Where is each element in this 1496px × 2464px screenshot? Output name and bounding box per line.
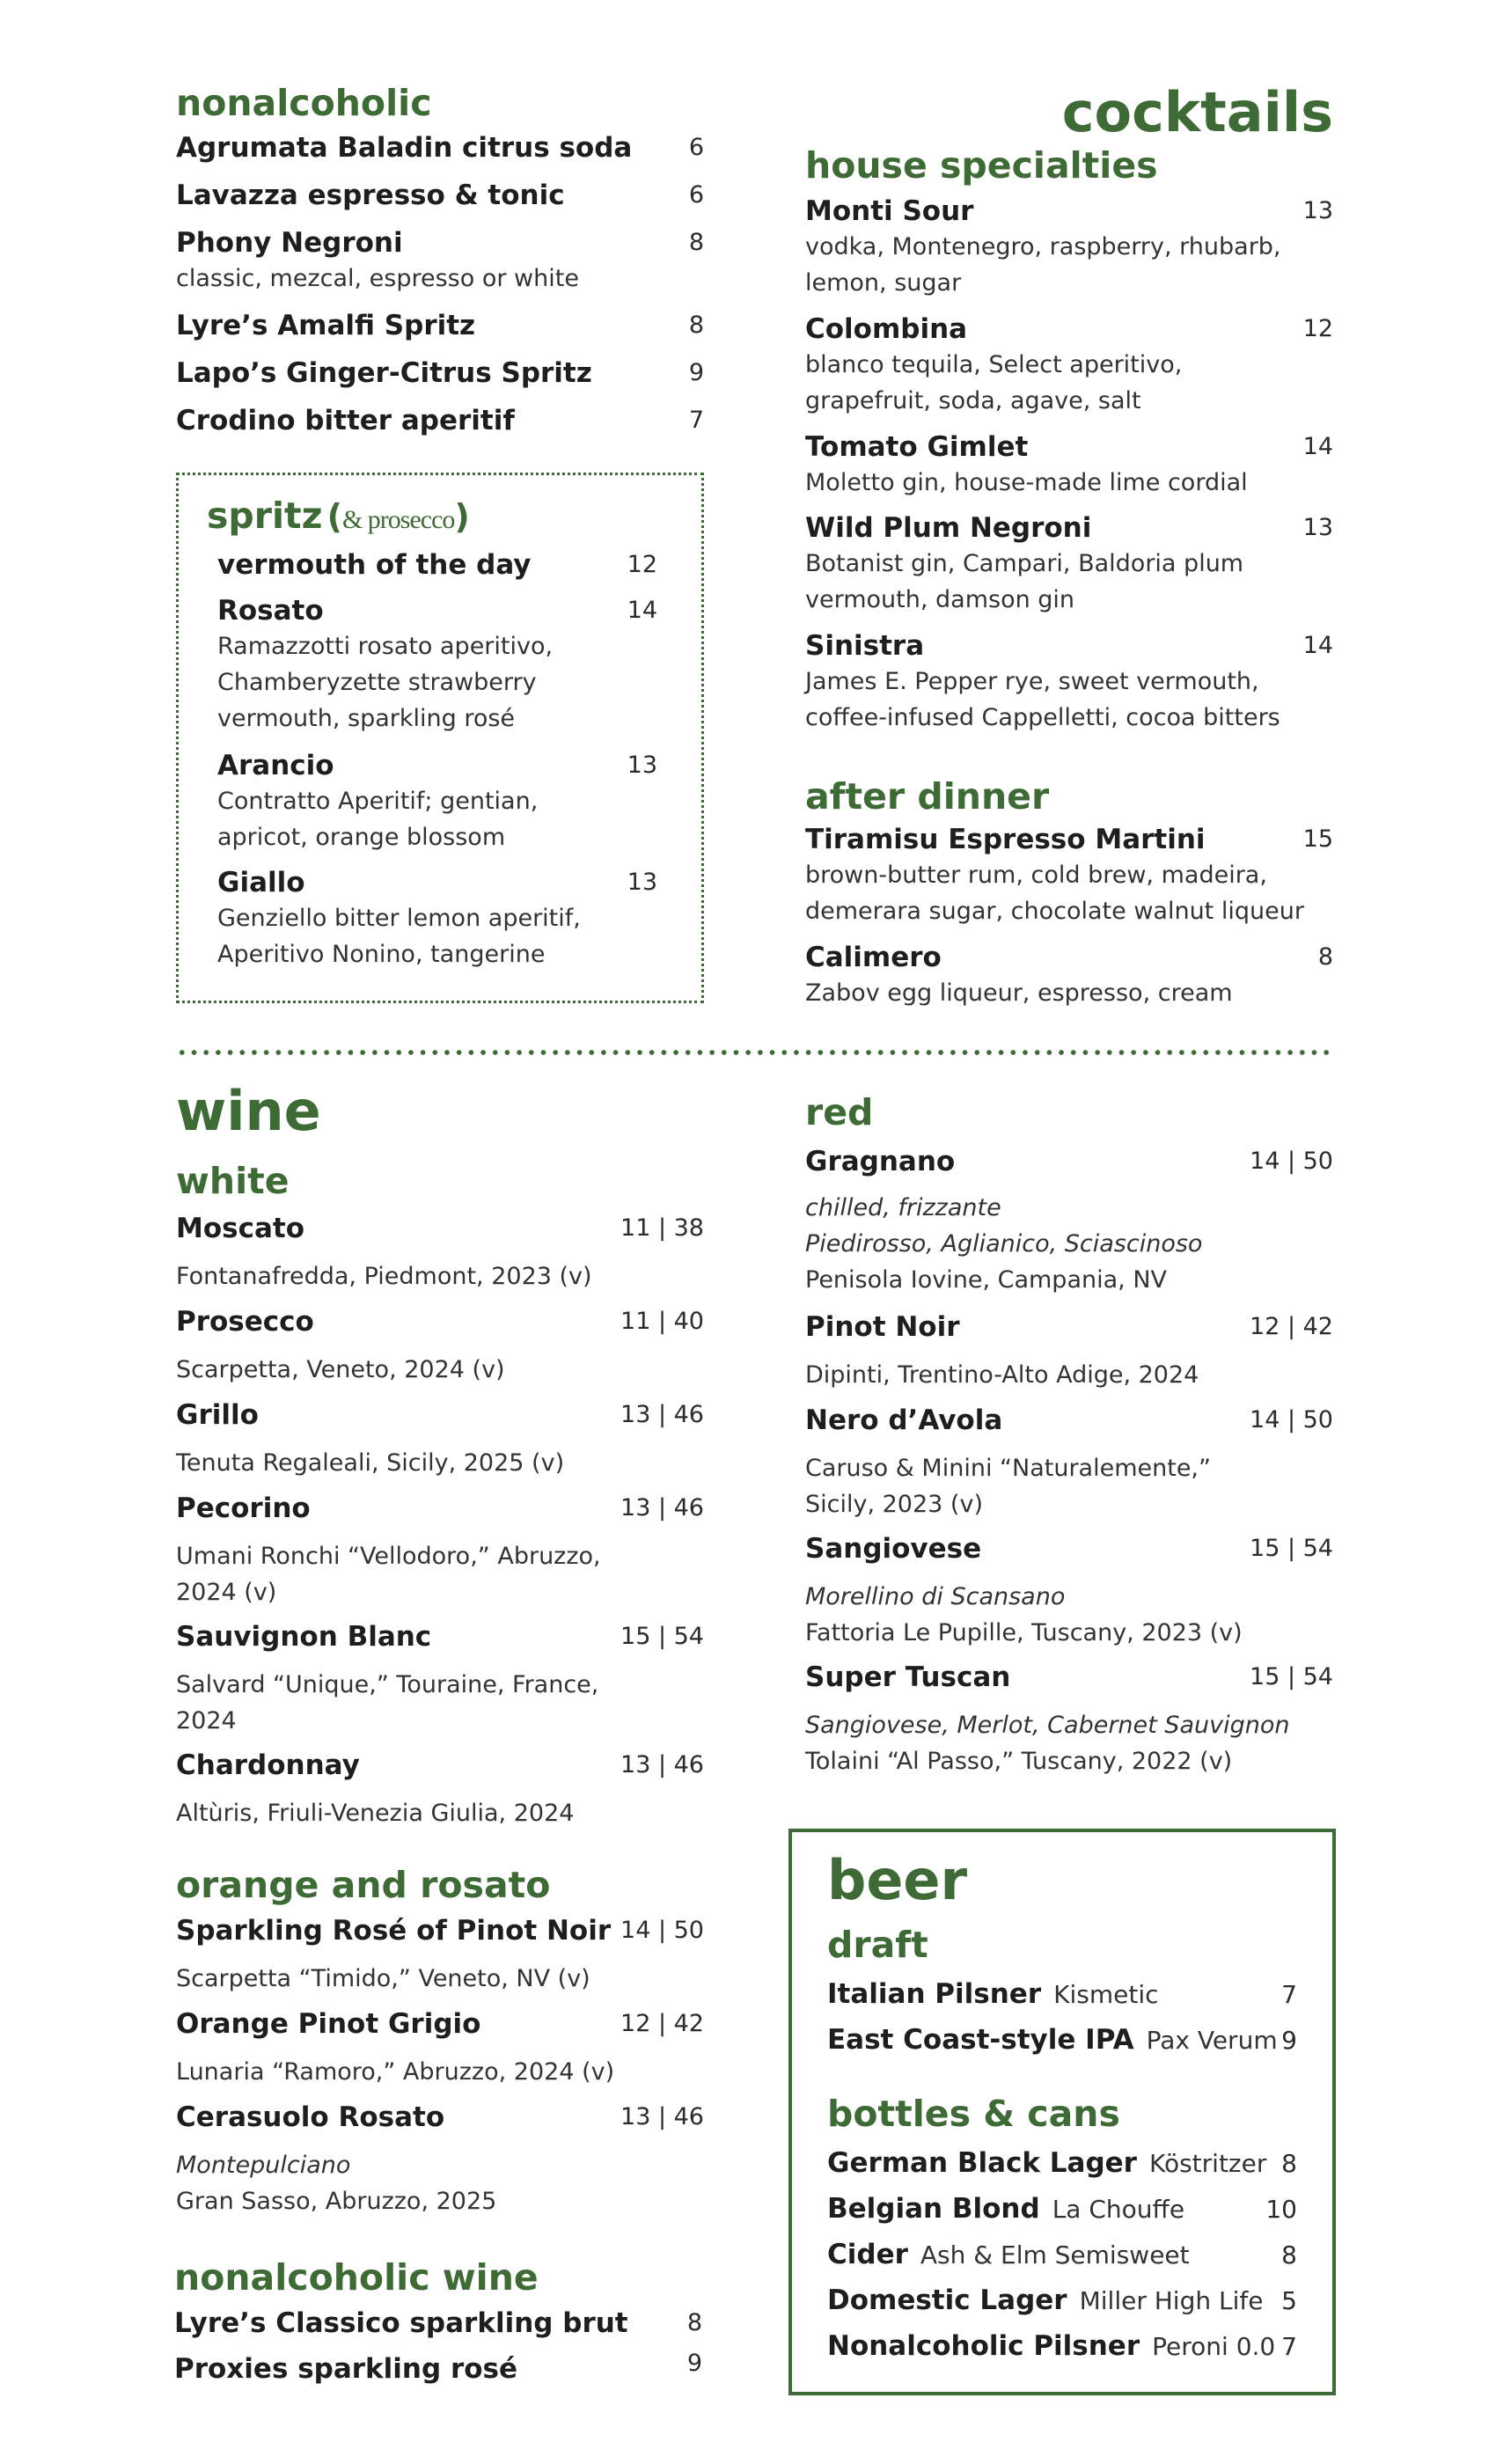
beer-item (827, 1978, 1297, 2013)
item-name: Phony Negroni (176, 227, 403, 259)
item-price: 13 (1302, 197, 1333, 224)
item-description: Botanist gin, Campari, Baldoria plum vermouth, damson gin (805, 550, 1244, 613)
item-name: Sauvignon Blanc (176, 1621, 432, 1653)
item-description: Salvard “Unique,” Touraine, France, 2024 (176, 1671, 599, 1734)
item-description: Lunaria “Ramoro,” Abruzzo, 2024 (v) (176, 2058, 615, 2086)
item-price: 8 (1317, 943, 1333, 971)
item-description: Zabov egg liqueur, espresso, cream (805, 979, 1233, 1007)
item-price: 9 (688, 359, 704, 386)
spritz-subtitle: & prosecco (341, 505, 455, 534)
beer-brand: Köstritzer (1148, 2149, 1267, 2178)
beer-item (827, 2024, 1297, 2059)
beer-price: 9 (1281, 2026, 1297, 2055)
item-price: 13 | 46 (620, 1494, 704, 1522)
beer-price: 8 (1281, 2149, 1297, 2178)
beer-name: Belgian Blond (827, 2193, 1040, 2225)
item-description: Gran Sasso, Abruzzo, 2025 (176, 2188, 497, 2215)
item-price: 6 (688, 134, 704, 161)
item-name: Prosecco (176, 1306, 314, 1338)
draft-heading: draft (827, 1924, 928, 1966)
item-name: Arancio (217, 750, 334, 781)
cocktails-title: cocktails (1061, 80, 1333, 144)
item-name: Lyre’s Amalfi Spritz (176, 310, 476, 341)
beer-item (827, 2284, 1297, 2320)
item-description: brown-butter rum, cold brew, madeira, demerara sugar, chocolate walnut liqueur (805, 862, 1304, 925)
item-name: Chardonnay (176, 1749, 360, 1781)
item-description: Umani Ronchi “Vellodoro,” Abruzzo, 2024 (v) (176, 1543, 601, 1606)
item-description: James E. Pepper rye, sweet vermouth, coffee-infused Cappelletti, cocoa bitters (805, 668, 1280, 731)
item-description: Scarpetta “Timido,” Veneto, NV (v) (176, 1965, 590, 1992)
beer-brand: Kismetic (1053, 1980, 1159, 2009)
beer-price: 10 (1265, 2195, 1297, 2224)
wine-title: wine (176, 1079, 321, 1143)
beer-brand: Miller High Life (1079, 2286, 1264, 2315)
item-grape: Montepulciano (176, 2152, 351, 2179)
item-price: 14 (1302, 433, 1333, 460)
item-price: 12 (627, 551, 657, 578)
orange-rosato-heading: orange and rosato (176, 1864, 551, 1906)
item-name: Cerasuolo Rosato (176, 2101, 445, 2133)
item-description: Ramazzotti rosato aperitivo, Chamberyzette strawberry vermouth, sparkling rosé (217, 633, 554, 732)
beer-title: beer (827, 1848, 968, 1912)
item-description: Penisola Iovine, Campania, NV (805, 1266, 1167, 1294)
beer-item (827, 2147, 1297, 2182)
beer-name: Domestic Lager (827, 2284, 1067, 2316)
beer-item (827, 2239, 1297, 2274)
item-name: Wild Plum Negroni (805, 512, 1092, 544)
item-description: vodka, Montenegro, raspberry, rhubarb, lemon, sugar (805, 233, 1281, 297)
item-name: Calimero (805, 942, 942, 973)
item-price: 15 | 54 (620, 1623, 704, 1650)
item-grape: Morellino di Scansano (805, 1583, 1066, 1610)
after-dinner-heading: after dinner (805, 775, 1050, 818)
item-price: 8 (686, 2309, 702, 2336)
item-name: Agrumata Baladin citrus soda (176, 132, 633, 164)
item-price: 7 (688, 407, 704, 434)
item-price: 15 | 54 (1250, 1663, 1333, 1690)
item-name: Pinot Noir (805, 1311, 960, 1343)
item-price: 14 | 50 (1250, 1148, 1333, 1175)
item-description: Fontanafredda, Piedmont, 2023 (v) (176, 1263, 592, 1290)
spritz-paren-close: ) (454, 497, 470, 536)
section-divider (176, 1049, 1333, 1056)
item-name: Moscato (176, 1213, 305, 1244)
item-grape: chilled, frizzante Piedirosso, Aglianico, Sciascinoso (805, 1194, 1203, 1258)
item-name: vermouth of the day (217, 549, 532, 581)
spritz-title: spritz (207, 495, 323, 537)
orange-rosato-list (176, 1915, 704, 2232)
beer-price: 7 (1281, 2332, 1297, 2361)
item-name: Lapo’s Ginger-Citrus Spritz (176, 357, 592, 389)
house-specialties-heading: house specialties (805, 144, 1158, 187)
item-description: classic, mezcal, espresso or white (176, 265, 579, 292)
item-description: Tolaini “Al Passo,” Tuscany, 2022 (v) (805, 1748, 1233, 1775)
beer-price: 8 (1281, 2240, 1297, 2270)
item-name: Pecorino (176, 1492, 311, 1524)
beer-brand: Ash & Elm Semisweet (920, 2240, 1190, 2270)
item-name: Lyre’s Classico sparkling brut (174, 2307, 628, 2339)
beer-brand: Pax Verum (1146, 2026, 1278, 2055)
item-description: Altùris, Friuli-Venezia Giulia, 2024 (176, 1800, 575, 1827)
item-name: Sinistra (805, 630, 925, 662)
item-grape: Sangiovese, Merlot, Cabernet Sauvignon (805, 1712, 1290, 1739)
item-price: 15 | 54 (1250, 1535, 1333, 1562)
item-description: Moletto gin, house-made lime cordial (805, 469, 1248, 496)
item-price: 13 (627, 869, 657, 896)
item-price: 9 (686, 2350, 702, 2377)
item-price: 8 (688, 229, 704, 256)
spritz-heading (207, 495, 470, 537)
item-price: 14 (1302, 632, 1333, 659)
beer-price: 5 (1281, 2286, 1297, 2315)
item-price: 13 | 46 (620, 1751, 704, 1778)
red-wine-list (805, 1146, 1333, 1797)
item-price: 12 (1302, 315, 1333, 342)
item-description: Dipinti, Trentino-Alto Adige, 2024 (805, 1361, 1199, 1389)
item-description: Contratto Aperitif; gentian, apricot, orange blossom (217, 788, 539, 851)
item-name: Sangiovese (805, 1533, 982, 1565)
item-description: blanco tequila, Select aperitivo, grapefruit, soda, agave, salt (805, 351, 1183, 414)
spritz-list (217, 549, 657, 989)
item-name: Gragnano (805, 1146, 956, 1177)
nonalcoholic-list (176, 132, 704, 449)
beer-name: Nonalcoholic Pilsner (827, 2330, 1140, 2362)
red-heading: red (805, 1091, 874, 1133)
item-price: 13 | 46 (620, 1401, 704, 1428)
item-price: 6 (688, 181, 704, 209)
spritz-paren-open: ( (326, 497, 342, 536)
beer-item (827, 2330, 1297, 2365)
beer-name: Italian Pilsner (827, 1978, 1042, 2010)
item-name: Lavazza espresso & tonic (176, 180, 565, 211)
item-name: Sparkling Rosé of Pinot Noir (176, 1915, 612, 1947)
beer-brand: La Chouffe (1052, 2195, 1185, 2224)
item-price: 11 | 38 (620, 1214, 704, 1242)
beer-price: 7 (1281, 1980, 1297, 2009)
item-price: 14 (627, 597, 657, 624)
item-price: 14 | 50 (1250, 1406, 1333, 1434)
item-name: Proxies sparkling rosé (174, 2353, 518, 2385)
item-name: Crodino bitter aperitif (176, 405, 515, 436)
beer-brand: Peroni 0.0 (1152, 2332, 1276, 2361)
item-name: Tiramisu Espresso Martini (805, 824, 1206, 855)
item-price: 8 (688, 312, 704, 339)
beer-item (827, 2193, 1297, 2228)
item-price: 13 | 46 (620, 2103, 704, 2130)
item-price: 12 | 42 (620, 2010, 704, 2037)
item-price: 12 | 42 (1250, 1313, 1333, 1340)
item-description: Caruso & Minini “Naturalemente,” Sicily, 2023 (v) (805, 1455, 1212, 1518)
spritz-box (176, 473, 704, 1003)
bottles-cans-heading: bottles & cans (827, 2093, 1120, 2135)
item-description: Scarpetta, Veneto, 2024 (v) (176, 1356, 505, 1383)
item-name: Giallo (217, 867, 305, 898)
item-name: Super Tuscan (805, 1661, 1011, 1693)
nonalcoholic-wine-list (174, 2307, 702, 2395)
nonalcoholic-wine-heading: nonalcoholic wine (174, 2256, 539, 2299)
house-specialties-list (805, 195, 1333, 741)
item-name: Orange Pinot Grigio (176, 2008, 481, 2040)
item-price: 15 (1302, 825, 1333, 853)
item-name: Rosato (217, 595, 324, 627)
beer-name: Cider (827, 2239, 908, 2270)
item-name: Grillo (176, 1399, 259, 1431)
item-price: 14 | 50 (620, 1917, 704, 1944)
item-name: Nero d’Avola (805, 1404, 1003, 1436)
beer-name: East Coast-style IPA (827, 2024, 1134, 2056)
after-dinner-list (805, 824, 1333, 1017)
item-name: Monti Sour (805, 195, 974, 227)
white-heading: white (176, 1160, 290, 1202)
item-description: Tenuta Regaleali, Sicily, 2025 (v) (176, 1449, 565, 1477)
item-price: 11 | 40 (620, 1308, 704, 1335)
item-name: Colombina (805, 313, 968, 345)
item-price: 13 (1302, 514, 1333, 541)
beer-name: German Black Lager (827, 2147, 1137, 2179)
item-description: Genziello bitter lemon aperitif, Aperitivo Nonino, tangerine (217, 905, 581, 968)
white-wine-list (176, 1213, 704, 1846)
item-name: Tomato Gimlet (805, 431, 1029, 463)
item-description: Fattoria Le Pupille, Tuscany, 2023 (v) (805, 1619, 1243, 1646)
beer-box (788, 1829, 1336, 2395)
nonalcoholic-heading: nonalcoholic (176, 82, 432, 124)
item-price: 13 (627, 752, 657, 779)
